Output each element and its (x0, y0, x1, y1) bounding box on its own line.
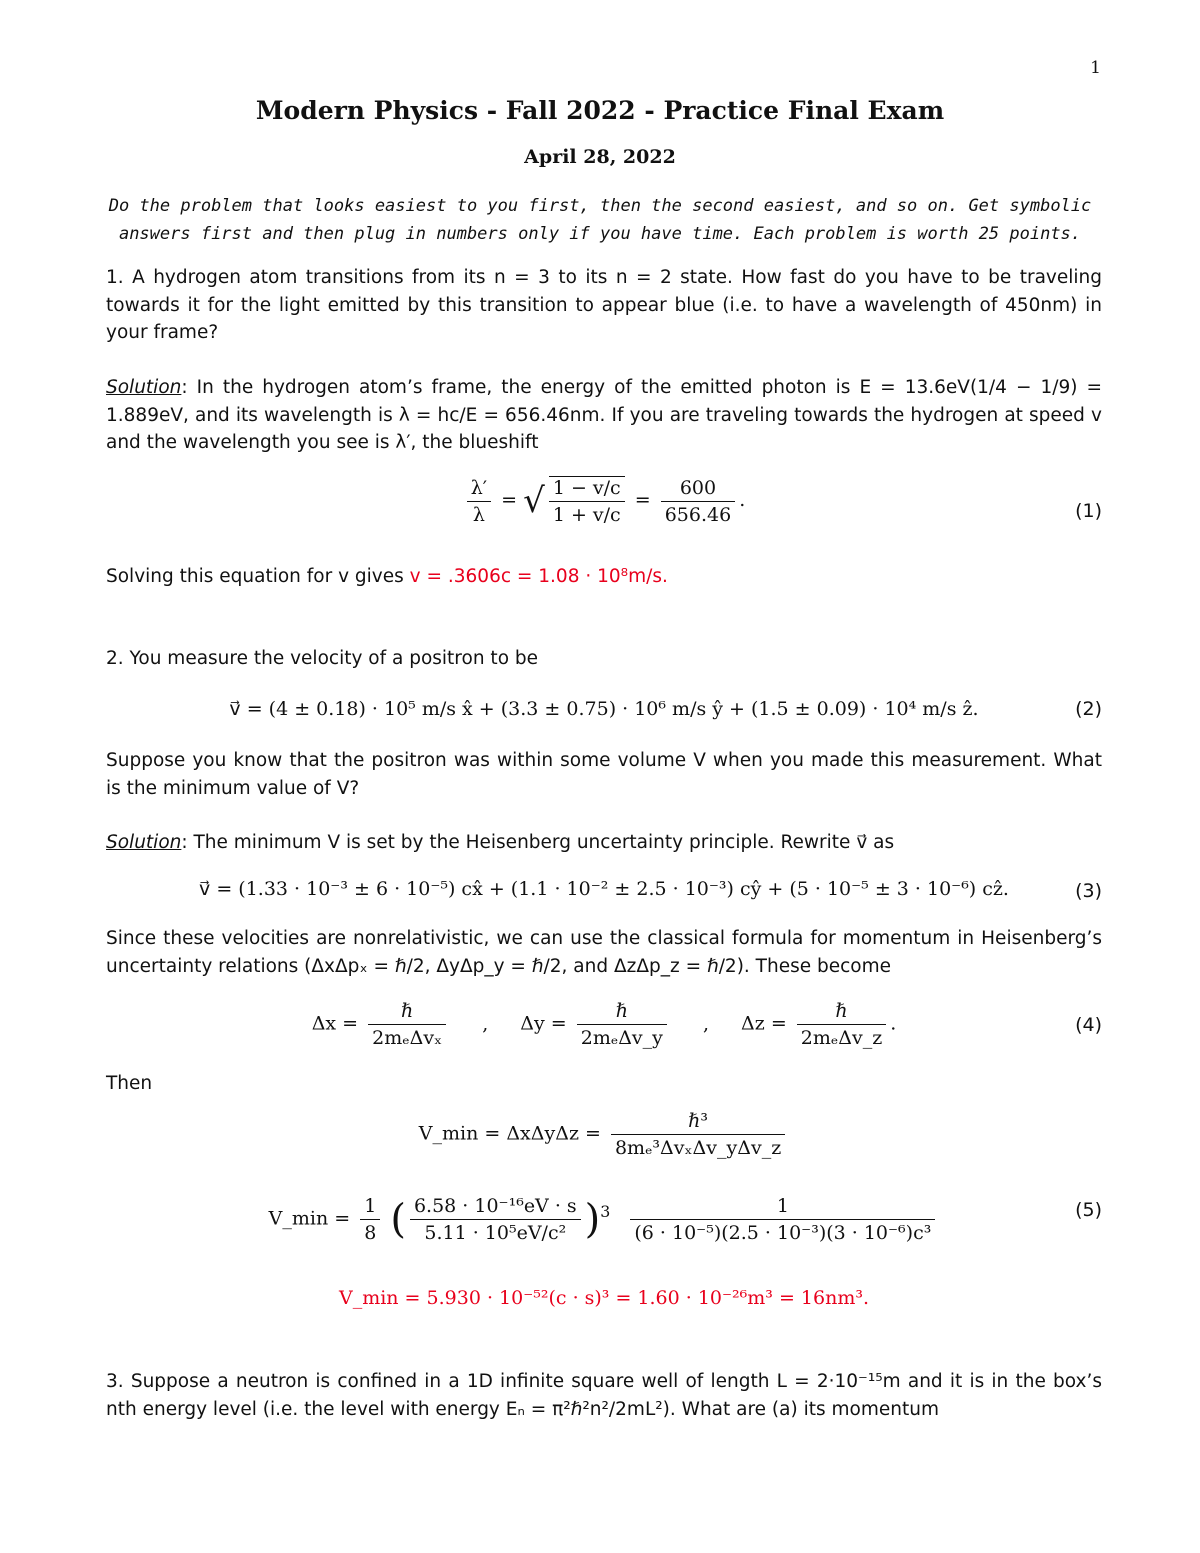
equation-3: v⃗ = (1.33 · 10⁻³ ± 6 · 10⁻⁵) cx̂ + (1.1 · 10⁻² ± 2.5 · 10⁻³) cŷ + (5 · 10⁻⁵ ± 3 · 10⁻⁶) cẑ. (199, 878, 1009, 900)
solution-label: Solution (106, 832, 182, 853)
then-label: Then (106, 1073, 153, 1094)
eq4-dz-fraction (797, 1000, 886, 1049)
problem-3-text: 3. Suppose a neutron is confined in a 1D infinite square well of length L = 2·10⁻¹⁵m and it is in the box’s nth energy level (i.e. the level with energy Eₙ = π²ℏ²n²/2mL²). What are (a) its momentum (106, 1371, 1102, 1420)
equation-5 (106, 1195, 1102, 1244)
instructions-line-2: answers first and then plug in numbers only if you have time. Each problem is worth 25 points. (118, 224, 1082, 244)
eq1-rhs-den: 656.46 (664, 503, 732, 526)
problem-2-question: Suppose you know that the positron was within some volume V when you made this measurement. What is the minimum value of V? (106, 750, 1102, 799)
eq5-one-eighth (360, 1195, 380, 1244)
eq1-lhs-den: λ (472, 503, 485, 526)
equation-1: $\frac{\lambda'}{\lambda}$ = √ $\frac{1 - v/c}{1 + v/c}$ = $\frac{600}{656.46}$ . (106, 476, 1102, 526)
eq5-eight: 8 (364, 1222, 377, 1244)
problem-1-answer: v = .3606c = 1.08 · 10⁸m/s. (409, 566, 668, 587)
eq1-rhs-num: 600 (661, 477, 735, 502)
solution-text: : In the hydrogen atom’s frame, the energy of the emitted photon is E = 13.6eV(1/4 − 1/9) = 1.889eV, and its wavelength is λ = hc/E = 656.46nm. If you are traveling towards the hydrogen at speed v and the wavelength you see is λ′, the blueshift (106, 377, 1102, 453)
vmin-equation (106, 1110, 1102, 1159)
eq1-rhs-fraction (661, 477, 735, 526)
eq5-inner-den: 5.11 · 10⁵eV/c² (424, 1222, 567, 1244)
eq5-inner-fraction (410, 1195, 581, 1244)
equation-4: Δx = $\frac{\text{ℏ}}{\text{2mₑΔvₓ}}$ , Δy = $\frac{\text{ℏ}}{\text{2mₑΔv\_y}}$ , Δz = $\frac{\text{ℏ}}{\text{2mₑΔv\_z}}$ . (311, 1000, 897, 1049)
equation-2: v⃗ = (4 ± 0.18) · 10⁵ m/s x̂ + (3.3 ± 0.75) · 10⁶ m/s ŷ + (1.5 ± 0.09) · 10⁴ m/s ẑ. (229, 698, 979, 720)
problem-1-text: 1. A hydrogen atom transitions from its n = 3 to its n = 2 state. How fast do you have to be traveling towards it for the light emitted by this transition to appear blue (i.e. to have a wavelength of 450nm) in your frame? (106, 267, 1102, 343)
eq5-right-fraction (630, 1195, 935, 1244)
problem-1-result-line (106, 563, 1102, 591)
left-paren-icon: ( (390, 1196, 406, 1243)
eq5-right-num: 1 (630, 1195, 935, 1220)
eq4-dy-fraction (577, 1000, 667, 1049)
eq4-den-z: 2mₑΔv_z (800, 1027, 883, 1049)
eq5-one: 1 (360, 1195, 380, 1220)
equation-4-number: (4) (1075, 1014, 1102, 1036)
eq5-right-den: (6 · 10⁻⁵)(2.5 · 10⁻³)(3 · 10⁻⁶)c³ (634, 1222, 932, 1244)
instructions (106, 192, 1094, 248)
solution-label: Solution (106, 377, 182, 398)
equation-2-number: (2) (1075, 698, 1102, 720)
problem-2-text-2: Since these velocities are nonrelativistic, we can use the classical formula for momentum in Heisenberg’s uncertainty relations (ΔxΔpₓ = ℏ/2, ΔyΔp_y = ℏ/2, and ΔzΔp_z = ℏ/2). These become (106, 928, 1102, 977)
result-prefix: Solving this equation for v gives (106, 566, 404, 587)
eq1-lhs-num: λ′ (467, 477, 491, 502)
eq4-dx-fraction (368, 1000, 446, 1049)
equation-3-number: (3) (1075, 880, 1102, 902)
page-number: 1 (1090, 58, 1101, 78)
solution-text: : The minimum V is set by the Heisenberg uncertainty principle. Rewrite v⃗ as (181, 832, 895, 853)
eq5-inner-num: 6.58 · 10⁻¹⁶eV · s (410, 1195, 581, 1220)
problem-2-solution (106, 829, 1102, 857)
instructions-line-1: Do the problem that looks easiest to you first, then the second easiest, and so on. Get symbolic (108, 196, 1092, 216)
eq5-cube-exponent: 3 (600, 1202, 611, 1222)
vmin-num: ℏ³ (611, 1110, 785, 1135)
eq1-root-den: 1 + v/c (552, 504, 621, 526)
vmin-den: 8mₑ³ΔvₓΔv_yΔv_z (614, 1137, 782, 1159)
exam-title: Modern Physics - Fall 2022 - Practice Final Exam (255, 96, 945, 125)
eq4-dx-label: Δx = (311, 1012, 359, 1035)
eq1-root-num: 1 − v/c (549, 477, 625, 502)
eq1-root-fraction (549, 476, 625, 526)
equation-1-number: (1) (1075, 500, 1102, 522)
eq4-num: ℏ (368, 1000, 446, 1025)
exam-date: April 28, 2022 (524, 146, 676, 168)
eq4-den-x: 2mₑΔvₓ (372, 1027, 443, 1049)
sqrt-icon: √ (523, 481, 545, 521)
eq4-den-y: 2mₑΔv_y (580, 1027, 663, 1049)
right-paren-icon: ) (584, 1196, 601, 1243)
vmin-lhs: V_min = ΔxΔyΔz = (418, 1122, 601, 1145)
eq4-dy-label: Δy = (520, 1012, 567, 1035)
eq4-num: ℏ (797, 1000, 886, 1025)
problem-2-intro: 2. You measure the velocity of a positron to be (106, 648, 539, 669)
eq5-lhs: V_min = (268, 1207, 351, 1230)
eq4-num: ℏ (577, 1000, 667, 1025)
problem-1-solution (106, 374, 1102, 457)
eq4-dz-label: Δz = (741, 1012, 787, 1035)
vmin-fraction (611, 1110, 785, 1159)
equation-5-number: (5) (1075, 1199, 1102, 1221)
problem-2-answer: V_min = 5.930 · 10⁻⁵²(c · s)³ = 1.60 · 10⁻²⁶m³ = 16nm³. (338, 1287, 870, 1309)
eq1-lhs-fraction (467, 477, 491, 526)
